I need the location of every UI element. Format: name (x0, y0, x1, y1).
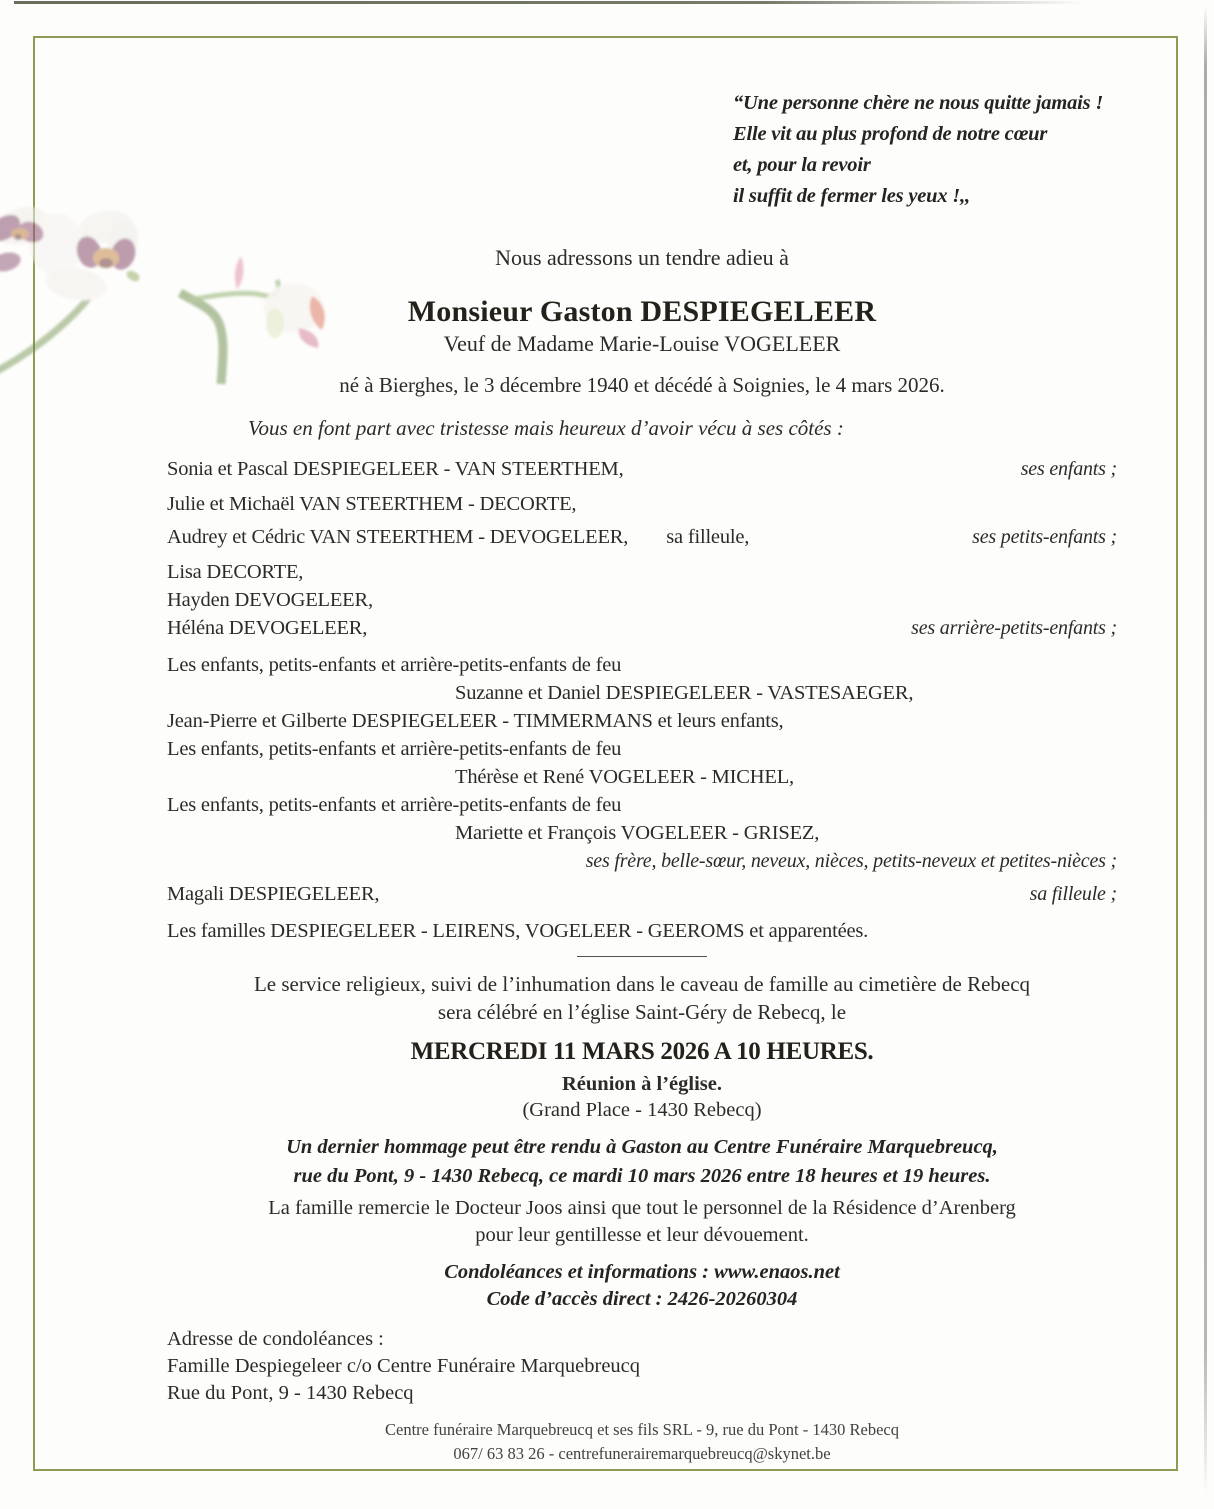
condolences-website-line: Condoléances et informations : www.enaos.net (444, 1261, 840, 1283)
tribute-line: Un dernier hommage peut être rendu à Gaston au Centre Funéraire Marquebreucq, (286, 1136, 998, 1158)
relation-label: ses frère, belle-sœur, neveux, nièces, petits-neveux et petites-nièces ; (585, 850, 1117, 872)
family-row (167, 847, 1117, 875)
quote-line: “Une personne chère ne nous quitte jamais ! (733, 92, 1104, 114)
ceremony-date: MERCREDI 11 MARS 2026 A 10 HEURES. (410, 1038, 874, 1065)
widower-line: Veuf de Madame Marie-Louise VOGELEER (443, 331, 841, 356)
family-names: Jean-Pierre et Gilberte DESPIEGELEER - TIMMERMANS et leurs enfants, (167, 710, 784, 732)
tribute-line: rue du Pont, 9 - 1430 Rebecq, ce mardi 10 mars 2026 entre 18 heures et 19 heures. (293, 1165, 991, 1187)
condolences-info-block (167, 1259, 1117, 1313)
family-names: Hayden DEVOGELEER, (167, 589, 373, 611)
relation-label: ses arrière-petits-enfants ; (911, 617, 1117, 639)
family-names: Thérèse et René VOGELEER - MICHEL, (455, 766, 794, 788)
family-row (167, 679, 1117, 707)
announcement-content (167, 0, 1117, 1466)
relation-label: ses petits-enfants ; (972, 526, 1117, 548)
family-names: Les enfants, petits-enfants et arrière-petits-enfants de feu (167, 794, 622, 816)
service-paragraph (167, 970, 1117, 1026)
family-row (167, 819, 1117, 847)
family-names: Héléna DEVOGELEER, (167, 617, 368, 639)
condolence-address-block (167, 1326, 1117, 1407)
funeral-home-address: Centre funéraire Marquebreucq et ses fils SRL - 9, rue du Pont - 1430 Rebecq (385, 1420, 899, 1439)
thanks-line: La famille remercie le Docteur Joos ainsi que tout le personnel de la Résidence d’Arenberg (268, 1197, 1016, 1219)
family-row (167, 917, 1117, 945)
deceased-name: Monsieur Gaston DESPIEGELEER (407, 295, 877, 328)
family-row (167, 455, 1117, 483)
family-row (167, 735, 1117, 763)
section-divider (577, 956, 707, 957)
access-code-line: Code d’accès direct : 2426-20260304 (486, 1288, 798, 1310)
family-row (167, 490, 1117, 518)
family-names: Audrey et Cédric VAN STEERTHEM - DEVOGELEER, (167, 526, 629, 548)
thanks-paragraph (167, 1195, 1117, 1249)
service-line: sera célébré en l’église Saint-Géry de Rebecq, le (437, 1000, 847, 1024)
family-names: Lisa DECORTE, (167, 561, 304, 583)
quote-line: et, pour la revoir (733, 154, 871, 176)
family-row (167, 651, 1117, 679)
thanks-line: pour leur gentillesse et leur dévouement. (475, 1224, 809, 1246)
scan-right-edge (1204, 6, 1207, 1496)
quote-line: il suffit de fermer les yeux !,, (733, 185, 970, 207)
relation-label: sa filleule ; (1029, 883, 1117, 905)
family-names: Julie et Michaël VAN STEERTHEM - DECORTE, (167, 493, 577, 515)
family-names: Les enfants, petits-enfants et arrière-petits-enfants de feu (167, 738, 622, 760)
address-line: Famille Despiegeleer c/o Centre Funéraire Marquebreucq (167, 1355, 641, 1377)
family-names: Magali DESPIEGELEER, (167, 883, 380, 905)
funeral-home-contact: 067/ 63 83 26 - centrefunerairemarquebreucq@skynet.be (453, 1444, 831, 1463)
family-names: Mariette et François VOGELEER - GRISEZ, (455, 822, 820, 844)
farewell-intro: Nous adressons un tendre adieu à (495, 245, 789, 270)
family-row (167, 707, 1117, 735)
family-names: Suzanne et Daniel DESPIEGELEER - VASTESAEGER, (455, 682, 914, 704)
family-row (167, 614, 1117, 642)
goddaughter-note: sa filleule, (666, 526, 750, 548)
family-row (167, 763, 1117, 791)
family-row (167, 558, 1117, 586)
family-row (167, 791, 1117, 819)
family-list (167, 455, 1117, 945)
family-names: Les familles DESPIEGELEER - LEIRENS, VOGELEER - GEEROMS et apparentées. (167, 920, 869, 942)
family-names: Les enfants, petits-enfants et arrière-petits-enfants de feu (167, 654, 622, 676)
family-row (167, 523, 1117, 551)
announcement-line: Vous en font part avec tristesse mais heureux d’avoir vécu à ses côtés : (248, 416, 844, 440)
meeting-line: Réunion à l’église. (561, 1073, 723, 1095)
address-heading: Adresse de condoléances : (167, 1328, 384, 1350)
birth-death-line: né à Bierghes, le 3 décembre 1940 et décédé à Soignies, le 4 mars 2026. (339, 373, 945, 397)
memorial-quote (733, 88, 1117, 212)
address-line: Rue du Pont, 9 - 1430 Rebecq (167, 1382, 414, 1404)
relation-label: ses enfants ; (1020, 458, 1117, 480)
quote-line: Elle vit au plus profond de notre cœur (733, 123, 1048, 145)
family-names: Sonia et Pascal DESPIEGELEER - VAN STEERTHEM, (167, 458, 624, 480)
family-row (167, 586, 1117, 614)
meeting-place: (Grand Place - 1430 Rebecq) (522, 1099, 762, 1121)
family-row (167, 880, 1117, 908)
funeral-home-footer (167, 1418, 1117, 1466)
tribute-paragraph (167, 1133, 1117, 1191)
service-line: Le service religieux, suivi de l’inhumation dans le caveau de famille au cimetière de Rebecq (253, 972, 1031, 996)
